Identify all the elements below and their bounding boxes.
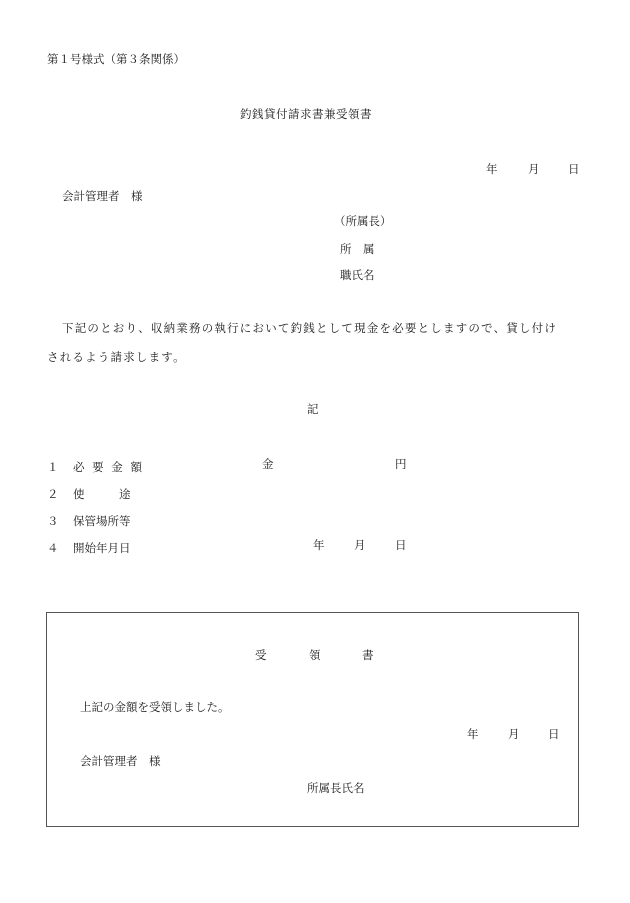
receipt-title-char-1: 受: [255, 648, 267, 662]
receipt-addressee: 会計管理者 様: [80, 754, 161, 768]
date-month-label: 月: [528, 162, 540, 176]
item-amount: [47, 459, 567, 473]
start-year-label: 年: [313, 538, 325, 552]
applicant-role: （所属長）: [334, 214, 392, 228]
item-number: ４: [47, 541, 59, 555]
item-label: 開始年月日: [73, 541, 131, 555]
request-text-line-1: 下記のとおり、収納業務の執行において釣銭として現金を必要としますので、貸し付け: [62, 321, 558, 335]
ki-label: 記: [307, 402, 319, 416]
document-title: 釣銭貸付請求書兼受領書: [240, 107, 372, 121]
date-day-label: 日: [568, 162, 580, 176]
item-start-date: [47, 540, 567, 554]
receipt-date-day: 日: [548, 727, 560, 741]
item-number: １: [47, 460, 59, 474]
item-number: ３: [47, 514, 59, 528]
receipt-date-month: 月: [508, 727, 520, 741]
receipt-date-year: 年: [467, 727, 479, 741]
item-purpose: [47, 486, 567, 500]
receipt-title-char-2: 領: [309, 648, 321, 662]
addressee: 会計管理者 様: [62, 189, 143, 203]
item-number: ２: [47, 487, 59, 501]
item-label: 保管場所等: [73, 514, 131, 528]
start-month-label: 月: [354, 538, 366, 552]
item-storage: [47, 513, 567, 527]
receipt-box: [46, 612, 579, 827]
item-label: 使 途: [73, 487, 131, 501]
amount-prefix: 金: [262, 457, 274, 471]
date-year-label: 年: [486, 162, 498, 176]
applicant-department: 所 属: [340, 242, 375, 256]
receipt-signer: 所属長氏名: [307, 781, 365, 795]
form-number: 第１号様式（第３条関係）: [47, 52, 185, 66]
request-text-line-2: されるよう請求します。: [47, 350, 186, 364]
applicant-name: 職氏名: [340, 268, 375, 282]
item-label: 必 要 金 額: [73, 460, 144, 474]
receipt-text: 上記の金額を受領しました。: [80, 700, 230, 714]
amount-suffix: 円: [395, 457, 407, 471]
receipt-title-char-3: 書: [362, 648, 374, 662]
start-day-label: 日: [395, 538, 407, 552]
